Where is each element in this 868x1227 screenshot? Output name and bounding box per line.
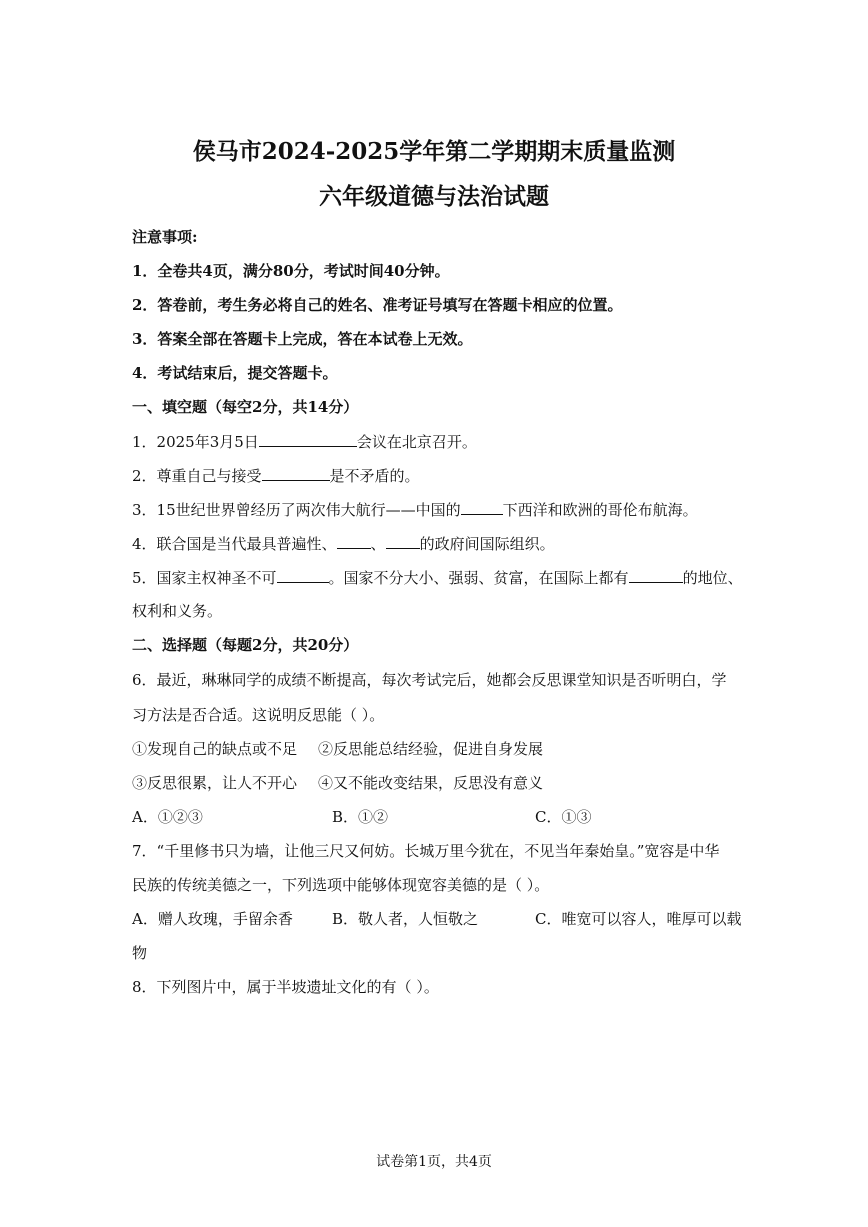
question-1 — [132, 431, 477, 452]
question-7-line: 民族的传统美德之一，下列选项中能够体现宽容美德的是（ ）。 — [132, 876, 550, 894]
question-5 — [132, 567, 743, 588]
statement-4: ④又不能改变结果，反思没有意义 — [318, 774, 544, 792]
option-b[interactable]: B．①② — [332, 808, 389, 826]
question-4 — [132, 533, 555, 554]
option-c-continued: 物 — [132, 944, 148, 962]
question-text: 的政府间国际组织。 — [419, 535, 555, 553]
option-c[interactable]: C．唯宽可以容人，唯厚可以载 — [535, 910, 742, 928]
exam-title: 侯马市2024-2025学年第二学期期末质量监测 — [192, 138, 676, 165]
question-text: 下西洋和欧洲的哥伦布航海。 — [502, 501, 698, 519]
statement-3: ③反思很累，让人不开心 — [132, 774, 298, 792]
question-text: 1．2025年3月5日 — [132, 433, 259, 451]
section2-heading: 二、选择题（每题2分，共20分） — [132, 636, 359, 654]
question-3 — [132, 499, 698, 520]
question-text: 、 — [370, 535, 386, 553]
question-8-line: 8．下列图片中，属于半坡遗址文化的有（ ）。 — [132, 978, 439, 996]
option-a[interactable]: A．①②③ — [132, 808, 203, 826]
question-7-line: 7．“千里修书只为墙，让他三尺又何妨。长城万里今犹在，不见当年秦始皇。”宽容是中华 — [132, 842, 720, 860]
question-text: 是不矛盾的。 — [329, 467, 420, 485]
notice-item: 1．全卷共4页，满分80分，考试时间40分钟。 — [132, 262, 450, 280]
statement-2: ②反思能总结经验，促进自身发展 — [318, 740, 544, 758]
question-5-continued: 权利和义务。 — [132, 602, 223, 620]
exam-subtitle: 六年级道德与法治试题 — [319, 183, 549, 210]
answer-blank — [262, 465, 330, 481]
answer-blank — [461, 499, 503, 515]
notice-item: 4．考试结束后，提交答题卡。 — [132, 364, 338, 382]
question-text: 4．联合国是当代最具普遍性、 — [132, 535, 337, 553]
statement-1: ①发现自己的缺点或不足 — [132, 740, 298, 758]
answer-blank — [629, 567, 683, 583]
question-text: 。国家不分大小、强弱、贫富，在国际上都有 — [328, 569, 629, 587]
question-text: 会议在北京召开。 — [356, 433, 477, 451]
answer-blank — [277, 567, 329, 583]
question-6-line: 习方法是否合适。这说明反思能（ ）。 — [132, 706, 385, 724]
option-c[interactable]: C．①③ — [535, 808, 592, 826]
option-a[interactable]: A．赠人玫瑰，手留余香 — [132, 910, 293, 928]
question-text: 5．国家主权神圣不可 — [132, 569, 277, 587]
notice-item: 2．答卷前，考生务必将自己的姓名、准考证号填写在答题卡相应的位置。 — [132, 296, 623, 314]
question-text: 2．尊重自己与接受 — [132, 467, 262, 485]
option-b[interactable]: B．敬人者，人恒敬之 — [332, 910, 479, 928]
answer-blank — [337, 533, 371, 549]
section1-heading: 一、填空题（每空2分，共14分） — [132, 398, 359, 416]
answer-blank — [386, 533, 420, 549]
question-text: 的地位、 — [682, 569, 743, 587]
question-6-line: 6．最近，琳琳同学的成绩不断提高，每次考试完后，她都会反思课堂知识是否听明白，学 — [132, 671, 727, 689]
notice-item: 3．答案全部在答题卡上完成，答在本试卷上无效。 — [132, 330, 473, 348]
notice-heading: 注意事项: — [132, 228, 198, 246]
answer-blank — [259, 431, 357, 447]
question-text: 3．15世纪世界曾经历了两次伟大航行——中国的 — [132, 501, 461, 519]
page-footer: 试卷第1页，共4页 — [376, 1154, 492, 1170]
question-2 — [132, 465, 420, 486]
